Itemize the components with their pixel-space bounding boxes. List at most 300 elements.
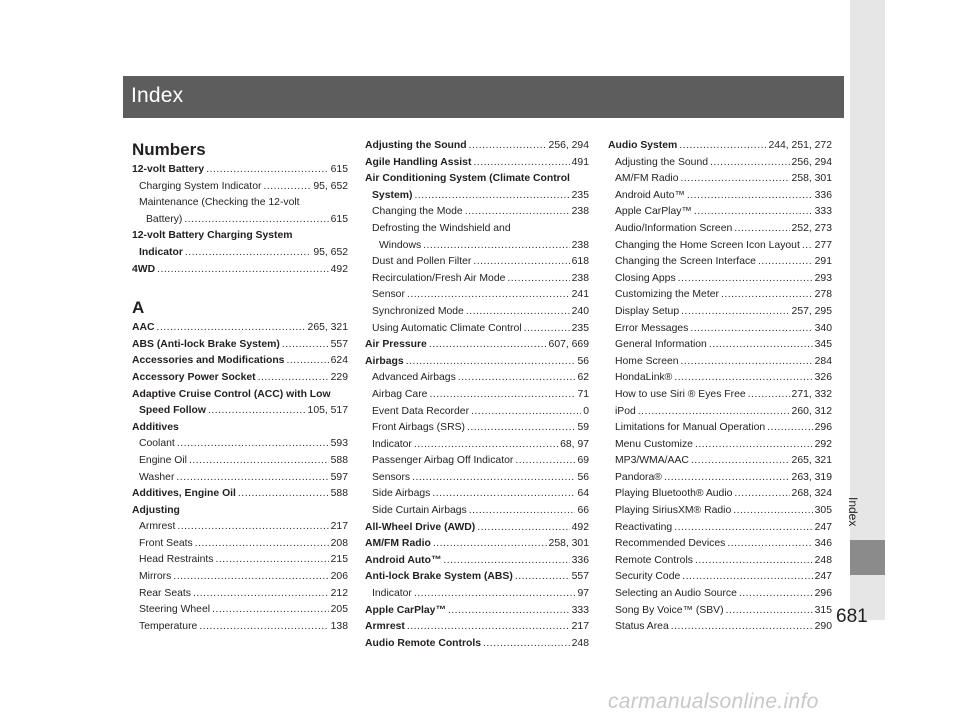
dot-leader bbox=[199, 619, 328, 636]
index-subentry[interactable] bbox=[132, 569, 348, 586]
index-header-bar bbox=[123, 76, 844, 118]
dot-leader bbox=[177, 436, 329, 453]
index-subentry[interactable] bbox=[365, 387, 589, 404]
entry-page-ref[interactable]: 64 bbox=[577, 488, 589, 500]
entry-page-ref[interactable]: 588 bbox=[330, 488, 348, 500]
index-subentry[interactable] bbox=[608, 619, 832, 636]
index-entry[interactable] bbox=[365, 553, 589, 570]
entry-name: Accessories and Modifications bbox=[132, 355, 285, 367]
index-subentry[interactable] bbox=[608, 337, 832, 354]
entry-name: Recirculation/Fresh Air Mode bbox=[372, 272, 506, 284]
dot-leader bbox=[664, 470, 790, 487]
index-subentry[interactable] bbox=[365, 204, 589, 221]
entry-page-ref[interactable]: 492 bbox=[330, 263, 348, 275]
dot-leader bbox=[734, 486, 789, 503]
dot-leader bbox=[674, 370, 812, 387]
entry-name: Error Messages bbox=[615, 322, 689, 334]
index-entry[interactable] bbox=[132, 162, 348, 179]
index-subentry[interactable] bbox=[132, 552, 348, 569]
entry-page-ref[interactable]: 263, 319 bbox=[791, 471, 832, 483]
index-subentry[interactable] bbox=[365, 486, 589, 503]
dot-leader bbox=[216, 552, 329, 569]
dot-leader bbox=[727, 536, 812, 553]
entry-page-ref[interactable]: 284 bbox=[814, 355, 832, 367]
entry-name: MP3/WMA/AAC bbox=[615, 455, 689, 467]
entry-page-ref[interactable]: 235 bbox=[571, 189, 589, 201]
entry-page-ref[interactable]: 292 bbox=[814, 438, 832, 450]
entry-page-ref[interactable]: 97 bbox=[577, 588, 589, 600]
entry-page-ref[interactable]: 333 bbox=[571, 604, 589, 616]
entry-page-ref[interactable]: 557 bbox=[571, 571, 589, 583]
index-subentry[interactable] bbox=[365, 304, 589, 321]
entry-name: Accessory Power Socket bbox=[132, 371, 256, 383]
entry-name: AM/FM Radio bbox=[365, 538, 431, 550]
entry-name: Passenger Airbag Off Indicator bbox=[372, 455, 514, 467]
entry-name: Audio System bbox=[608, 140, 678, 151]
entry-page-ref[interactable]: 293 bbox=[814, 272, 832, 284]
entry-name: 4WD bbox=[132, 263, 156, 275]
entry-name: System) bbox=[372, 189, 413, 201]
entry-page-ref[interactable]: 305 bbox=[814, 505, 832, 517]
entry-page-ref[interactable]: 346 bbox=[814, 538, 832, 550]
dot-leader bbox=[802, 238, 813, 255]
entry-name: Android Auto™ bbox=[365, 554, 442, 566]
entry-name: Using Automatic Climate Control bbox=[372, 322, 522, 334]
index-subentry[interactable] bbox=[608, 254, 832, 271]
entry-page-ref[interactable]: 258, 301 bbox=[548, 538, 589, 550]
index-subentry[interactable] bbox=[132, 403, 348, 420]
entry-page-ref[interactable]: 492 bbox=[571, 521, 589, 533]
index-entry-line: Additives bbox=[132, 421, 179, 433]
entry-page-ref[interactable]: 205 bbox=[330, 604, 348, 616]
entry-page-ref[interactable]: 71 bbox=[577, 388, 589, 400]
index-entry[interactable] bbox=[365, 520, 589, 537]
dot-leader bbox=[515, 569, 570, 586]
entry-page-ref[interactable]: 265, 321 bbox=[791, 455, 832, 467]
index-subentry[interactable] bbox=[132, 179, 348, 196]
entry-name: Airbag Care bbox=[372, 388, 428, 400]
entry-name: Event Data Recorder bbox=[372, 405, 470, 417]
watermark: carmanualsonline.info bbox=[608, 690, 819, 713]
index-subentry[interactable] bbox=[608, 536, 832, 553]
index-subentry[interactable] bbox=[608, 553, 832, 570]
entry-page-ref[interactable]: 296 bbox=[814, 588, 832, 600]
dot-leader bbox=[681, 304, 789, 321]
dot-leader bbox=[695, 553, 813, 570]
entry-page-ref[interactable]: 0 bbox=[583, 405, 589, 417]
entry-name: General Information bbox=[615, 339, 707, 351]
index-entry[interactable] bbox=[365, 337, 589, 354]
dot-leader bbox=[458, 370, 576, 387]
index-entry-line: Maintenance (Checking the 12-volt bbox=[139, 197, 300, 209]
entry-page-ref[interactable]: 315 bbox=[814, 604, 832, 616]
entry-page-ref[interactable]: 597 bbox=[330, 471, 348, 483]
index-subentry[interactable] bbox=[132, 470, 348, 487]
entry-name: HondaLink® bbox=[615, 372, 673, 384]
entry-page-ref[interactable]: 257, 295 bbox=[791, 305, 832, 317]
index-entry[interactable] bbox=[365, 155, 589, 172]
entry-page-ref[interactable]: 238 bbox=[571, 272, 589, 284]
index-subentry[interactable] bbox=[132, 519, 348, 536]
index-subentry[interactable] bbox=[132, 602, 348, 619]
side-index-tab bbox=[846, 0, 885, 620]
entry-name: Playing Bluetooth® Audio bbox=[615, 488, 733, 500]
entry-name: Limitations for Manual Operation bbox=[615, 422, 766, 434]
dot-leader bbox=[694, 204, 813, 221]
index-subentry[interactable] bbox=[608, 569, 832, 586]
dot-leader bbox=[678, 271, 813, 288]
index-subentry[interactable] bbox=[608, 453, 832, 470]
entry-name: Head Restraints bbox=[139, 554, 214, 566]
index-entry[interactable] bbox=[365, 636, 589, 653]
entry-page-ref[interactable]: 138 bbox=[330, 620, 348, 632]
index-subentry[interactable] bbox=[608, 520, 832, 537]
entry-name: Front Seats bbox=[139, 537, 193, 549]
entry-name: Indicator bbox=[139, 246, 183, 258]
index-subentry[interactable] bbox=[132, 245, 348, 262]
entry-name: Charging System Indicator bbox=[139, 180, 262, 192]
index-subentry[interactable] bbox=[132, 212, 348, 229]
index-subentry[interactable] bbox=[608, 404, 832, 421]
entry-page-ref[interactable]: 260, 312 bbox=[791, 405, 832, 417]
dot-leader bbox=[263, 179, 311, 196]
dot-leader bbox=[477, 520, 569, 537]
index-subentry[interactable] bbox=[365, 437, 589, 454]
entry-name: AAC bbox=[132, 322, 155, 334]
index-entry-line: Defrosting the Windshield and bbox=[372, 222, 511, 234]
dot-leader bbox=[748, 387, 790, 404]
entry-page-ref[interactable]: 291 bbox=[814, 256, 832, 268]
dot-leader bbox=[767, 420, 812, 437]
index-subentry[interactable] bbox=[365, 254, 589, 271]
entry-name: Windows bbox=[379, 239, 422, 251]
entry-name: 12-volt Battery bbox=[132, 164, 205, 175]
entry-name: Status Area bbox=[615, 621, 669, 633]
dot-leader bbox=[189, 453, 329, 470]
entry-name: Indicator bbox=[372, 588, 412, 600]
entry-name: Display Setup bbox=[615, 305, 680, 317]
entry-page-ref[interactable]: 588 bbox=[330, 454, 348, 466]
entry-page-ref[interactable]: 296 bbox=[814, 422, 832, 434]
index-entry[interactable] bbox=[365, 536, 589, 553]
dot-leader bbox=[193, 586, 329, 603]
index-entry[interactable] bbox=[132, 486, 348, 503]
entry-page-ref[interactable]: 345 bbox=[814, 339, 832, 351]
index-subentry[interactable] bbox=[365, 321, 589, 338]
index-entry-line: Adjusting bbox=[132, 504, 180, 516]
entry-page-ref[interactable]: 340 bbox=[814, 322, 832, 334]
entry-page-ref[interactable]: 105, 517 bbox=[307, 405, 348, 417]
index-subentry[interactable] bbox=[608, 486, 832, 503]
index-subentry[interactable] bbox=[365, 586, 589, 603]
index-subentry[interactable] bbox=[608, 171, 832, 188]
entry-page-ref[interactable]: 244, 251, 272 bbox=[768, 140, 832, 151]
index-entry[interactable] bbox=[132, 262, 348, 279]
index-subentry[interactable] bbox=[608, 204, 832, 221]
dot-leader bbox=[177, 519, 328, 536]
entry-name: Playing SiriusXM® Radio bbox=[615, 505, 732, 517]
dot-leader bbox=[286, 353, 328, 370]
index-subentry[interactable] bbox=[608, 271, 832, 288]
index-subentry[interactable] bbox=[608, 238, 832, 255]
index-entry[interactable] bbox=[365, 619, 589, 636]
index-subentry[interactable] bbox=[608, 420, 832, 437]
entry-name: Battery) bbox=[146, 213, 183, 225]
dot-leader bbox=[473, 155, 569, 172]
entry-name: Side Curtain Airbags bbox=[372, 505, 467, 517]
entry-name: Agile Handling Assist bbox=[365, 156, 472, 168]
entry-name: Mirrors bbox=[139, 571, 172, 583]
index-subentry[interactable] bbox=[608, 155, 832, 172]
entry-page-ref[interactable]: 336 bbox=[814, 189, 832, 201]
dot-leader bbox=[195, 536, 329, 553]
entry-name: Coolant bbox=[139, 438, 175, 450]
entry-page-ref[interactable]: 247 bbox=[814, 521, 832, 533]
dot-leader bbox=[469, 138, 547, 155]
entry-page-ref[interactable]: 248 bbox=[814, 554, 832, 566]
entry-name: Customizing the Meter bbox=[615, 289, 719, 301]
entry-page-ref[interactable]: 215 bbox=[330, 554, 348, 566]
entry-name: Armrest bbox=[365, 621, 405, 633]
entry-page-ref[interactable]: 229 bbox=[330, 371, 348, 383]
dot-leader bbox=[691, 453, 790, 470]
entry-name: Rear Seats bbox=[139, 587, 191, 599]
entry-page-ref[interactable]: 256, 294 bbox=[548, 140, 589, 151]
index-subentry[interactable] bbox=[365, 470, 589, 487]
entry-name: Front Airbags (SRS) bbox=[372, 422, 465, 434]
index-entry[interactable] bbox=[132, 353, 348, 370]
index-subentry[interactable] bbox=[365, 271, 589, 288]
dot-leader bbox=[407, 619, 570, 636]
index-subentry[interactable] bbox=[608, 387, 832, 404]
entry-name: Additives, Engine Oil bbox=[132, 488, 236, 500]
index-subentry[interactable] bbox=[608, 370, 832, 387]
entry-page-ref[interactable]: 258, 301 bbox=[791, 173, 832, 185]
entry-page-ref[interactable]: 248 bbox=[571, 637, 589, 649]
index-subentry[interactable] bbox=[608, 586, 832, 603]
index-subentry[interactable] bbox=[365, 453, 589, 470]
entry-page-ref[interactable]: 240 bbox=[571, 305, 589, 317]
entry-page-ref[interactable]: 59 bbox=[577, 422, 589, 434]
entry-page-ref[interactable]: 268, 324 bbox=[791, 488, 832, 500]
index-entry[interactable] bbox=[365, 603, 589, 620]
index-subentry[interactable] bbox=[365, 287, 589, 304]
dot-leader bbox=[407, 287, 570, 304]
entry-page-ref[interactable]: 278 bbox=[814, 289, 832, 301]
index-entry-line: Air Conditioning System (Climate Control bbox=[365, 173, 570, 185]
entry-name: Temperature bbox=[139, 620, 198, 632]
index-entry[interactable] bbox=[132, 370, 348, 387]
entry-name: Synchronized Mode bbox=[372, 305, 464, 317]
entry-name: Home Screen bbox=[615, 355, 679, 367]
dot-leader bbox=[721, 287, 813, 304]
dot-leader bbox=[185, 245, 311, 262]
entry-page-ref[interactable]: 241 bbox=[571, 289, 589, 301]
index-subentry[interactable] bbox=[365, 503, 589, 520]
entry-page-ref[interactable]: 62 bbox=[577, 372, 589, 384]
entry-page-ref[interactable]: 238 bbox=[571, 239, 589, 251]
entry-page-ref[interactable]: 615 bbox=[330, 164, 348, 175]
dot-leader bbox=[469, 503, 576, 520]
index-subentry[interactable] bbox=[365, 188, 589, 205]
dot-leader bbox=[483, 636, 570, 653]
index-subentry[interactable] bbox=[608, 503, 832, 520]
index-entry[interactable] bbox=[132, 337, 348, 354]
entry-name: Steering Wheel bbox=[139, 604, 211, 616]
dot-leader bbox=[157, 262, 329, 279]
entry-name: Security Code bbox=[615, 571, 681, 583]
dot-leader bbox=[423, 238, 570, 255]
entry-name: Apple CarPlay™ bbox=[615, 206, 692, 218]
entry-name: Changing the Home Screen Icon Layout bbox=[615, 239, 800, 251]
entry-name: Indicator bbox=[372, 438, 412, 450]
dot-leader bbox=[687, 188, 813, 205]
index-entry[interactable] bbox=[365, 354, 589, 371]
entry-page-ref[interactable]: 256, 294 bbox=[791, 156, 832, 168]
index-entry[interactable] bbox=[365, 569, 589, 586]
entry-name: Sensors bbox=[372, 471, 411, 483]
dot-leader bbox=[412, 470, 575, 487]
index-subentry[interactable] bbox=[608, 437, 832, 454]
section-heading: Numbers bbox=[132, 140, 206, 159]
dot-leader bbox=[433, 536, 547, 553]
index-subentry[interactable] bbox=[608, 287, 832, 304]
entry-page-ref[interactable]: 235 bbox=[571, 322, 589, 334]
index-subentry[interactable] bbox=[132, 453, 348, 470]
index-subentry[interactable] bbox=[608, 188, 832, 205]
index-entry[interactable] bbox=[608, 138, 832, 155]
index-subentry[interactable] bbox=[365, 238, 589, 255]
entry-page-ref[interactable]: 290 bbox=[814, 621, 832, 633]
dot-leader bbox=[238, 486, 329, 503]
dot-leader bbox=[709, 337, 813, 354]
entry-page-ref[interactable]: 277 bbox=[814, 239, 832, 251]
entry-name: Advanced Airbags bbox=[372, 372, 456, 384]
entry-page-ref[interactable]: 624 bbox=[330, 355, 348, 367]
dot-leader bbox=[726, 603, 813, 620]
entry-page-ref[interactable]: 607, 669 bbox=[548, 339, 589, 351]
dot-leader bbox=[212, 602, 329, 619]
entry-name: Selecting an Audio Source bbox=[615, 588, 737, 600]
entry-page-ref[interactable]: 208 bbox=[330, 537, 348, 549]
entry-page-ref[interactable]: 238 bbox=[571, 206, 589, 218]
entry-page-ref[interactable]: 56 bbox=[577, 471, 589, 483]
entry-name: Speed Follow bbox=[139, 405, 206, 417]
index-subentry[interactable] bbox=[608, 470, 832, 487]
entry-page-ref[interactable]: 252, 273 bbox=[791, 222, 832, 234]
dot-leader bbox=[710, 155, 790, 172]
entry-page-ref[interactable]: 206 bbox=[330, 571, 348, 583]
index-subentry[interactable] bbox=[365, 404, 589, 421]
dot-leader bbox=[184, 212, 328, 229]
index-entry[interactable] bbox=[132, 320, 348, 337]
dot-leader bbox=[414, 586, 576, 603]
dot-leader bbox=[282, 337, 329, 354]
entry-page-ref[interactable]: 557 bbox=[330, 338, 348, 350]
entry-name: Airbags bbox=[365, 355, 404, 367]
dot-leader bbox=[524, 321, 570, 338]
page-title: Index bbox=[131, 84, 184, 107]
entry-page-ref[interactable]: 95, 652 bbox=[313, 180, 348, 192]
index-subentry[interactable] bbox=[608, 354, 832, 371]
dot-leader bbox=[679, 138, 766, 155]
dot-leader bbox=[690, 321, 812, 338]
entry-page-ref[interactable]: 69 bbox=[577, 455, 589, 467]
entry-name: ABS (Anti-lock Brake System) bbox=[132, 338, 280, 350]
dot-leader bbox=[443, 553, 569, 570]
entry-page-ref[interactable]: 212 bbox=[330, 587, 348, 599]
dot-leader bbox=[414, 188, 569, 205]
index-column-2 bbox=[365, 138, 589, 652]
entry-page-ref[interactable]: 491 bbox=[571, 156, 589, 168]
index-subentry[interactable] bbox=[608, 321, 832, 338]
dot-leader bbox=[173, 569, 328, 586]
entry-page-ref[interactable]: 217 bbox=[571, 621, 589, 633]
dot-leader bbox=[208, 403, 306, 420]
index-entry-line: Adaptive Cruise Control (ACC) with Low bbox=[132, 388, 331, 400]
entry-page-ref[interactable]: 618 bbox=[571, 256, 589, 268]
index-subentry[interactable] bbox=[608, 221, 832, 238]
entry-name: Dust and Pollen Filter bbox=[372, 256, 472, 268]
index-subentry[interactable] bbox=[132, 619, 348, 636]
index-subentry[interactable] bbox=[132, 536, 348, 553]
entry-name: Apple CarPlay™ bbox=[365, 604, 446, 616]
index-column-1 bbox=[132, 138, 348, 635]
dot-leader bbox=[638, 404, 790, 421]
dot-leader bbox=[176, 470, 328, 487]
entry-name: Audio Remote Controls bbox=[365, 637, 482, 649]
dot-leader bbox=[733, 503, 812, 520]
entry-page-ref[interactable]: 66 bbox=[577, 505, 589, 517]
entry-page-ref[interactable]: 265, 321 bbox=[307, 322, 348, 334]
entry-page-ref[interactable]: 336 bbox=[571, 554, 589, 566]
entry-page-ref[interactable]: 95, 652 bbox=[313, 246, 348, 258]
dot-leader bbox=[739, 586, 813, 603]
dot-leader bbox=[258, 370, 329, 387]
dot-leader bbox=[515, 453, 575, 470]
entry-page-ref[interactable]: 271, 332 bbox=[791, 388, 832, 400]
index-subentry[interactable] bbox=[608, 603, 832, 620]
index-subentry[interactable] bbox=[365, 420, 589, 437]
entry-page-ref[interactable]: 615 bbox=[330, 213, 348, 225]
dot-leader bbox=[406, 354, 576, 371]
entry-page-ref[interactable]: 593 bbox=[330, 438, 348, 450]
entry-page-ref[interactable]: 56 bbox=[577, 355, 589, 367]
dot-leader bbox=[682, 569, 812, 586]
entry-page-ref[interactable]: 217 bbox=[330, 521, 348, 533]
entry-page-ref[interactable]: 333 bbox=[814, 206, 832, 218]
dot-leader bbox=[671, 619, 813, 636]
entry-page-ref[interactable]: 247 bbox=[814, 571, 832, 583]
index-subentry[interactable] bbox=[132, 436, 348, 453]
index-subentry[interactable] bbox=[132, 586, 348, 603]
index-subentry[interactable] bbox=[365, 370, 589, 387]
dot-leader bbox=[674, 520, 812, 537]
index-entry[interactable] bbox=[365, 138, 589, 155]
entry-name: Song By Voice™ (SBV) bbox=[615, 604, 724, 616]
entry-name: iPod bbox=[615, 405, 636, 417]
section-heading: A bbox=[132, 298, 145, 318]
index-subentry[interactable] bbox=[608, 304, 832, 321]
entry-name: Changing the Mode bbox=[372, 206, 463, 218]
entry-name: Closing Apps bbox=[615, 272, 676, 284]
dot-leader bbox=[432, 486, 575, 503]
entry-name: Pandora® bbox=[615, 471, 662, 483]
entry-page-ref[interactable]: 326 bbox=[814, 372, 832, 384]
entry-page-ref[interactable]: 68, 97 bbox=[560, 438, 589, 450]
entry-name: All-Wheel Drive (AWD) bbox=[365, 521, 476, 533]
entry-name: Armrest bbox=[139, 521, 176, 533]
